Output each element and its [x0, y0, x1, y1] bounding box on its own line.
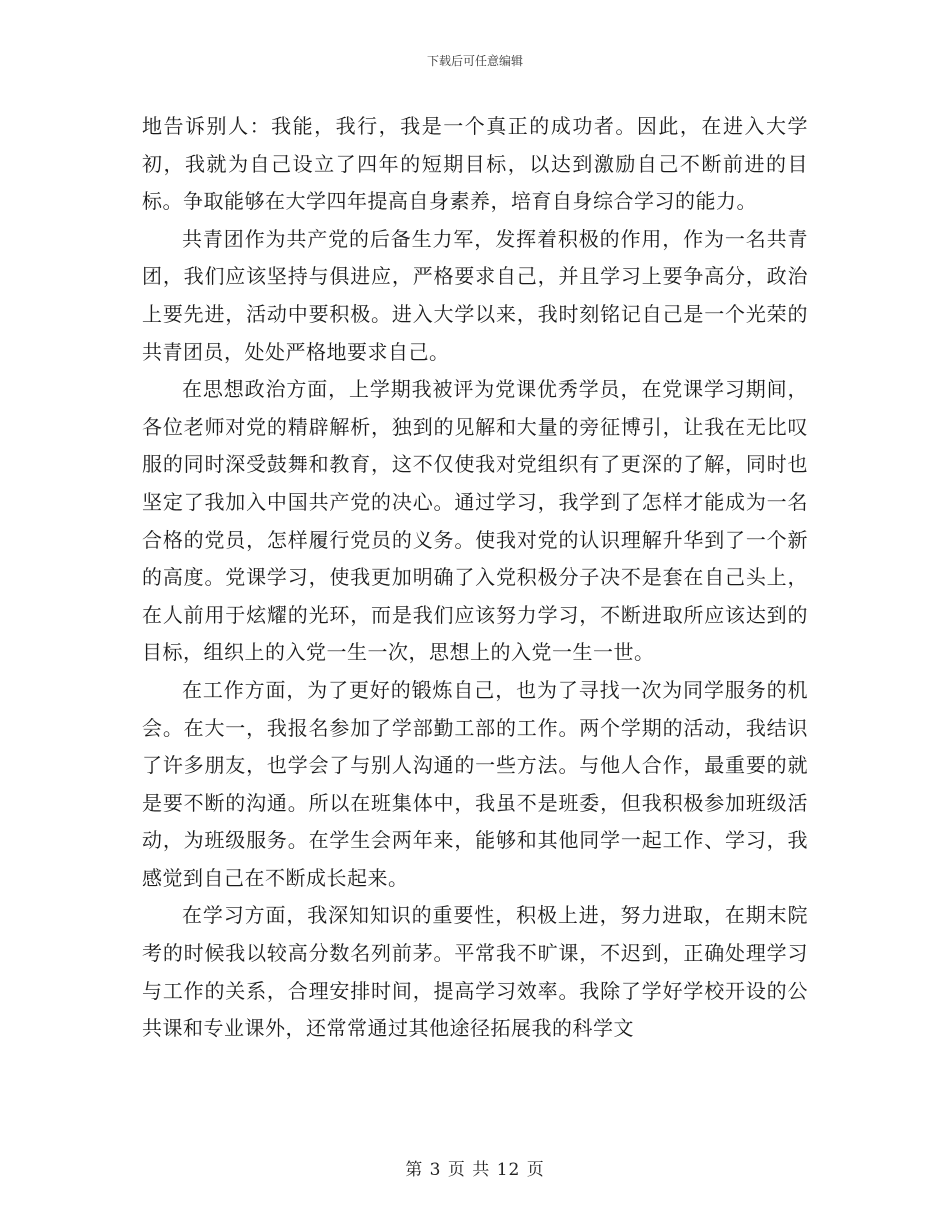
paragraph-politics: 在思想政治方面，上学期我被评为党课优秀学员，在党课学习期间，各位老师对党的精辟解析，独到的见解和大量的旁征博引，让我在无比叹服的同时深受鼓舞和教育，这不仅使我对党组织有了更深的了解，同时也坚定了我加入中国共产党的决心。通过学习，我学到了怎样才能成为一名合格的党员，怎样履行党员的义务。使我对党的认识理解升华到了一个新的高度。党课学习，使我更加明确了入党积极分子决不是套在自己头上，在人前用于炫耀的光环，而是我们应该努力学习，不断进取所应该达到的目标，组织上的入党一生一次，思想上的入党一生一世。	[142, 377, 808, 665]
document-body	[142, 108, 808, 1048]
paragraph-study: 在学习方面，我深知知识的重要性，积极上进，努力进取，在期末院考的时候我以较高分数名列前茅。平常我不旷课，不迟到，正确处理学习与工作的关系，合理安排时间，提高学习效率。我除了学好学校开设的公共课和专业课外，还常常通过其他途径拓展我的科学文	[142, 903, 808, 1041]
page-number-footer: 第 3 页 共 12 页	[405, 1160, 545, 1180]
page-header: 下载后可任意编辑	[426, 54, 523, 68]
paragraph-work: 在工作方面，为了更好的锻炼自己，也为了寻找一次为同学服务的机会。在大一，我报名参加了学部勤工部的工作。两个学期的活动，我结识了许多朋友，也学会了与别人沟通的一些方法。与他人合作，最重要的就是要不断的沟通。所以在班集体中，我虽不是班委，但我积极参加班级活动，为班级服务。在学生会两年来，能够和其他同学一起工作、学习，我感觉到自己在不断成长起来。	[142, 677, 808, 890]
paragraph-youth-league: 共青团作为共产党的后备生力军，发挥着积极的作用，作为一名共青团，我们应该坚持与俱进应，严格要求自己，并且学习上要争高分，政治上要先进，活动中要积极。进入大学以来，我时刻铭记自己是一个光荣的共青团员，处处严格地要求自己。	[142, 226, 808, 364]
paragraph-continuation: 地告诉别人：我能，我行，我是一个真正的成功者。因此，在进入大学初，我就为自己设立了四年的短期目标，以达到激励自己不断前进的目标。争取能够在大学四年提高自身素养，培育自身综合学习的能力。	[142, 114, 808, 214]
